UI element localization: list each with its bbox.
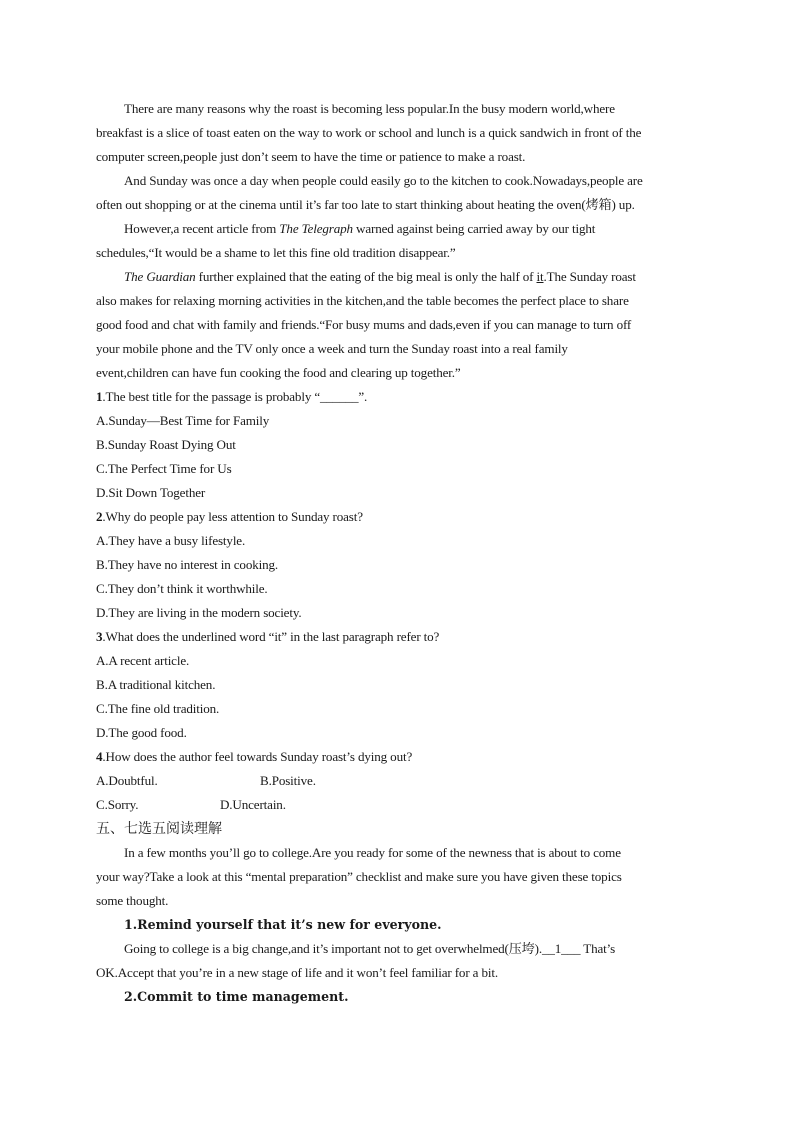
question-text: .Why do people pay less attention to Sunday roast? — [102, 509, 363, 524]
q3-option-b: B.A traditional kitchen. — [96, 677, 216, 692]
q2-option-a: A.They have a busy lifestyle. — [96, 533, 246, 548]
q1-option-d: D.Sit Down Together — [96, 485, 206, 500]
passage-p1-line3: computer screen,people just don’t seem to have the time or patience to make a roast. — [96, 149, 526, 164]
question-2 — [96, 505, 702, 529]
passage-p4-line3: good food and chat with family and friends.“For busy mums and dads,even if you can manage to turn off — [96, 317, 632, 332]
passage-p4-line1 — [96, 265, 702, 289]
q1-option-c: C.The Perfect Time for Us — [96, 461, 232, 476]
underlined-word-it: it — [536, 269, 544, 284]
tip-1-text-after: That’s — [580, 941, 616, 956]
passage-p4-line2: also makes for relaxing morning activities in the kitchen,and the table becomes the perfect place to share — [96, 293, 629, 308]
section-5-heading: 五、七选五阅读理解 — [96, 821, 222, 837]
question-number: 4 — [96, 749, 103, 764]
source-the-telegraph: The Telegraph — [279, 221, 353, 236]
passage-p2-line2: often out shopping or at the cinema until it’s far too late to start thinking about heating the oven(烤箱) up. — [96, 197, 635, 212]
section-5-intro-line2: your way?Take a look at this “mental preparation” checklist and make sure you have given these topics — [96, 869, 622, 884]
section-5-intro-line1: In a few months you’ll go to college.Are you ready for some of the newness that is about to come — [124, 845, 621, 860]
passage-p2-line1: And Sunday was once a day when people could easily go to the kitchen to cook.Nowadays,people are — [124, 173, 643, 188]
document-page — [96, 97, 702, 1009]
q4-option-b: B.Positive. — [260, 773, 316, 788]
q1-option-b: B.Sunday Roast Dying Out — [96, 437, 236, 452]
tip-1-title: 1.Remind yourself that it’s new for everyone. — [124, 917, 442, 932]
q4-options-row-2 — [96, 793, 702, 817]
passage-p1-line1: There are many reasons why the roast is becoming less popular.In the busy modern world,where — [124, 101, 615, 116]
passage-p3-line1 — [96, 217, 702, 241]
q3-option-d: D.The good food. — [96, 725, 187, 740]
tip-1-line2: OK.Accept that you’re in a new stage of life and it won’t feel familiar for a bit. — [96, 965, 498, 980]
q3-option-a: A.A recent article. — [96, 653, 190, 668]
source-the-guardian: The Guardian — [124, 269, 196, 284]
tip-2-title: 2.Commit to time management. — [124, 989, 349, 1004]
section-5-intro-line3: some thought. — [96, 893, 169, 908]
question-number: 2 — [96, 509, 103, 524]
passage-p1-line2: breakfast is a slice of toast eaten on the way to work or school and lunch is a quick sandwich in front of the — [96, 125, 642, 140]
q2-option-b: B.They have no interest in cooking. — [96, 557, 279, 572]
question-text: .What does the underlined word “it” in the last paragraph refer to? — [102, 629, 440, 644]
q4-option-a: A.Doubtful. — [96, 773, 158, 788]
passage-p3-line2: schedules,“It would be a shame to let this fine old tradition disappear.” — [96, 245, 456, 260]
tip-1-text-before: Going to college is a big change,and it’s important not to get overwhelmed(压垮). — [124, 941, 542, 956]
question-number: 1 — [96, 389, 103, 404]
q4-option-c: C.Sorry. — [96, 797, 139, 812]
passage-p4-line5: event,children can have fun cooking the food and clearing up together.” — [96, 365, 461, 380]
question-text: .The best title for the passage is probably “______”. — [102, 389, 368, 404]
blank-1: __1___ — [541, 941, 581, 956]
p3-text-after: warned against being carried away by our tight — [352, 221, 596, 236]
tip-1-line1 — [96, 937, 702, 961]
q3-option-c: C.The fine old tradition. — [96, 701, 220, 716]
q4-option-d: D.Uncertain. — [220, 797, 286, 812]
question-4 — [96, 745, 702, 769]
p4-text-after: .The Sunday roast — [543, 269, 636, 284]
q1-option-a: A.Sunday—Best Time for Family — [96, 413, 270, 428]
q2-option-c: C.They don’t think it worthwhile. — [96, 581, 268, 596]
q4-options-row-1 — [96, 769, 702, 793]
q2-option-d: D.They are living in the modern society. — [96, 605, 302, 620]
question-number: 3 — [96, 629, 103, 644]
passage-p4-line4: your mobile phone and the TV only once a week and turn the Sunday roast into a real family — [96, 341, 568, 356]
question-text: .How does the author feel towards Sunday roast’s dying out? — [102, 749, 413, 764]
p3-text-before: However,a recent article from — [124, 221, 280, 236]
p4-text-mid: further explained that the eating of the big meal is only the half of — [195, 269, 537, 284]
question-1 — [96, 385, 702, 409]
question-3 — [96, 625, 702, 649]
